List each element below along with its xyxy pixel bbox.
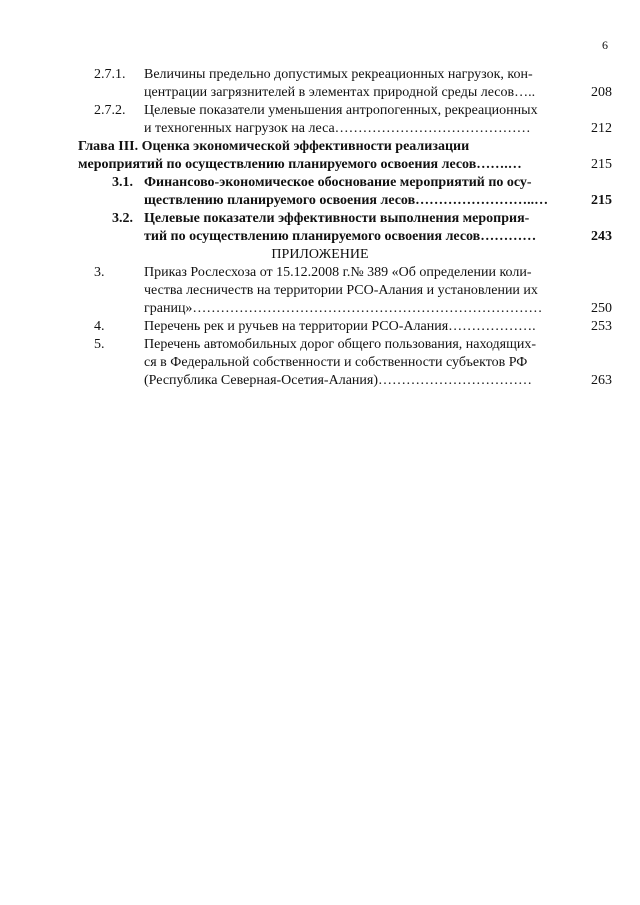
toc-entry-page: 250 — [591, 301, 612, 316]
toc-entry-line: Перечень рек и ручьев на территории РСО-Алания………………. — [144, 319, 536, 334]
toc-entry-line: тий по осуществлению планируемого освоения лесов………… — [144, 229, 537, 244]
toc-entry-number: 4. — [94, 319, 105, 334]
toc-entry-line: Целевые показатели эффективности выполнения мероприя- — [144, 211, 530, 226]
toc-entry-page: 263 — [591, 373, 612, 388]
toc-entry-line: и техногенных нагрузок на леса…………………………………… — [144, 121, 531, 136]
toc-entry-number: 3.1. — [112, 175, 133, 190]
toc-entry-page: 212 — [591, 121, 612, 136]
toc-entry-number: 2.7.2. — [94, 103, 126, 118]
toc-entry-line: Целевые показатели уменьшения антропогенных, рекреационных — [144, 103, 538, 118]
toc-entry-number: 3.2. — [112, 211, 133, 226]
toc-chapter-line: Глава III. Оценка экономической эффективности реализации — [78, 139, 470, 154]
toc-entry-line: Финансово-экономическое обоснование мероприятий по осу- — [144, 175, 532, 190]
toc-entry-line: ся в Федеральной собственности и собственности субъектов РФ — [144, 355, 528, 370]
toc-entry-number: 2.7.1. — [94, 67, 126, 82]
toc-entry-line: Величины предельно допустимых рекреационных нагрузок, кон- — [144, 67, 533, 82]
toc-chapter-line: мероприятий по осуществлению планируемого освоения лесов…….… — [78, 157, 522, 172]
toc-entry-page: 253 — [591, 319, 612, 334]
toc-entry-line: Перечень автомобильных дорог общего пользования, находящих- — [144, 337, 537, 352]
appendix-heading: ПРИЛОЖЕНИЕ — [271, 247, 369, 262]
toc-entry-line: ществлению планируемого освоения лесов……………………..… — [144, 193, 549, 208]
page-number: 6 — [602, 38, 608, 52]
toc-entry-page: 208 — [591, 85, 612, 100]
toc-entry-page: 215 — [591, 157, 612, 172]
toc-entry-line: центрации загрязнителей в элементах природной среды лесов….. — [144, 85, 536, 100]
toc-entry-number: 3. — [94, 265, 105, 280]
toc-entry-line: чества лесничеств на территории РСО-Алания и установлении их — [144, 283, 538, 298]
toc-entry-line: (Республика Северная-Осетия-Алания)…………………………… — [144, 373, 532, 388]
toc-entry-line: Приказ Рослесхоза от 15.12.2008 г.№ 389 «Об определении коли- — [144, 265, 532, 280]
toc-entry-page: 243 — [591, 229, 612, 244]
toc-entry-line: границ»………………………………………………………………… — [144, 301, 543, 316]
toc-entry-page: 215 — [591, 193, 612, 208]
toc-entry-number: 5. — [94, 337, 105, 352]
